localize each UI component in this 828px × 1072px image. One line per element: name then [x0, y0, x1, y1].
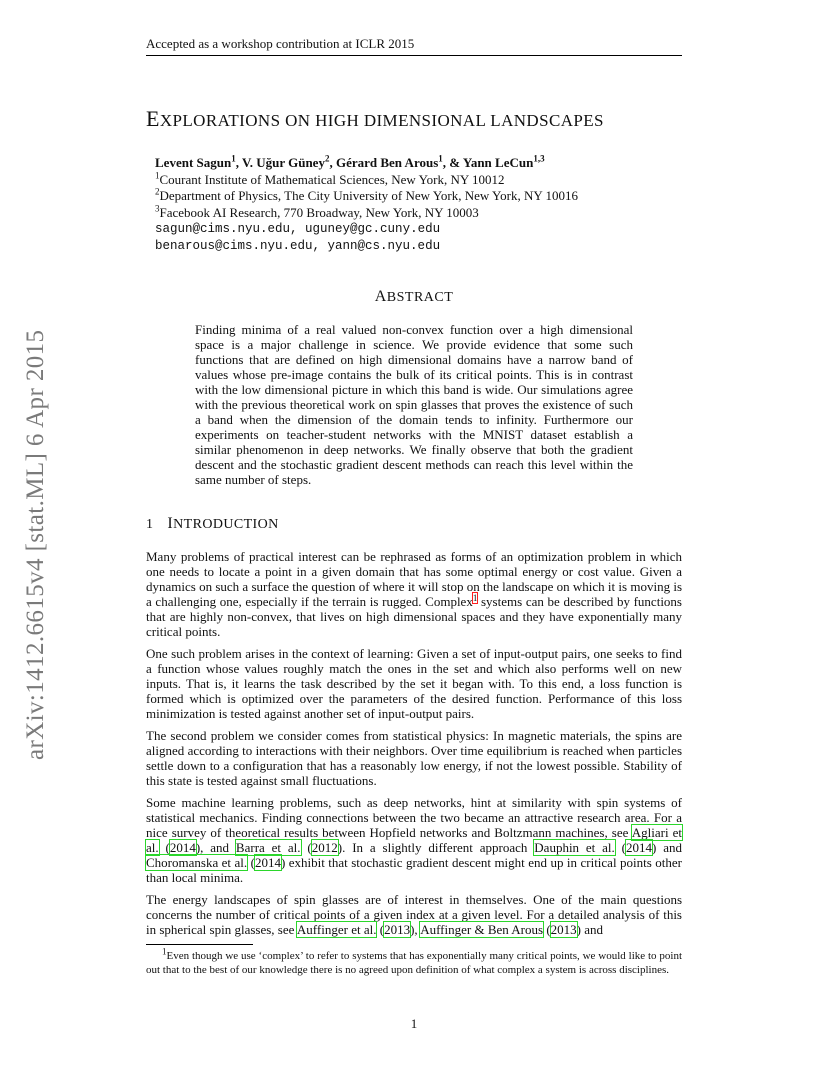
email[interactable]: yann@cs.nyu.edu: [327, 238, 441, 253]
footnote-rule: [146, 944, 253, 945]
paragraph: Many problems of practical interest can be rephrased as forms of an optimization problem in which one needs to locate a point in a given domain that has some optimal energy or cost value. Given a dynamics on such a surface the question of where it will stop on the landscape on which it is moving is a challenging one, especially if the terrain is rugged. Complex$^1$ systems can be described by functions that are highly non-convex, that lives on high dimensional spaces and they have exponentially many critical points.: [146, 549, 682, 639]
author-affil-mark: 1,3: [533, 153, 545, 164]
citation-year-link[interactable]: 2014: [169, 840, 196, 855]
abstract-text: Finding minima of a real valued non-convex function over a high dimensional space is a major challenge in science. We provide evidence that some such functions that are defined on high dimensional domains have a narrow band of values whose pre-image contains the bulk of its critical points. This is in contrast with the low dimensional picture in which this band is wide. Our simulations agree with the previous theoretical work on spin glasses that proves the existence of such a band when the dimension of the domain tends to infinity. Furthermore our experiments on teacher-student networks with the MNIST dataset establish a similar phenomenon in deep networks. We finally observe that both the gradient descent and the stochastic gradient descent methods can reach this level within the same number of steps.: [195, 322, 633, 487]
citation-year-link[interactable]: 2012: [311, 840, 338, 855]
author-name: , Gérard Ben Arous: [329, 155, 439, 170]
citation-link[interactable]: Barra et al.: [235, 840, 301, 855]
paragraph: The energy landscapes of spin glasses are of interest in themselves. One of the main questions concerns the number of critical points of a given index at a given level. For a detailed analysis of this in spherical spin glasses, see Auffinger et al. (2013), Auffinger & Ben Arous (2013) and: [146, 892, 682, 937]
author-block: [155, 155, 695, 254]
citation-year-link[interactable]: 2013: [384, 922, 411, 937]
author-affil-mark: 2: [324, 153, 330, 164]
affiliation-3: [155, 205, 695, 222]
footnote-text: Even though we use ‘complex’ to refer to systems that has exponentially many critical points, we would like to point out that to the best of our knowledge there is no agreed upon definition of what complex a system is across disciplines.: [146, 950, 682, 976]
page-number: 1: [410, 1016, 418, 1031]
email[interactable]: sagun@cims.nyu.edu: [155, 222, 291, 236]
title-rest: XPLORATIONS ON HIGH DIMENSIONAL LANDSCAPES: [159, 111, 604, 130]
title-initial: E: [146, 106, 160, 131]
section-title-rest: NTRODUCTION: [173, 517, 279, 532]
heading-initial: A: [374, 288, 387, 305]
affiliation-1: [155, 172, 695, 189]
author-name: , & Yann LeCun: [442, 155, 534, 170]
section-number: 1: [146, 517, 154, 532]
citation-link[interactable]: Dauphin et al.: [534, 840, 615, 855]
email[interactable]: uguney@gc.cuny.edu: [305, 222, 441, 236]
affil-mark: 2: [155, 186, 160, 197]
section-heading-introduction: [146, 515, 682, 533]
email[interactable]: benarous@cims.nyu.edu: [155, 238, 313, 253]
email-line-2: benarous@cims.nyu.edu, yann@cs.nyu.edu: [155, 238, 441, 253]
footnote: [146, 946, 682, 977]
paragraph: One such problem arises in the context of learning: Given a set of input-output pairs, one seeks to find a function whose values roughly match the ones in the set and which also performs well on new inputs. That is, it learns the task described by the set it began with. To this end, a loss function is formed which is optimized over the parameters of the desired function. Performance of this loss minimization is tested against another set of input-output pairs.: [146, 646, 682, 721]
citation-link[interactable]: Auffinger et al.: [296, 922, 377, 937]
email-line-1: sagun@cims.nyu.edu, uguney@gc.cuny.edu: [155, 222, 441, 236]
paper-title: [146, 106, 706, 132]
citation-year-link[interactable]: 2013: [550, 922, 577, 937]
author-affil-mark: 1: [231, 153, 236, 164]
author-affil-mark: 1: [438, 153, 443, 164]
affiliation-2: [155, 188, 695, 205]
arxiv-stamp[interactable]: arXiv:1412.6615v4 [stat.ML] 6 Apr 2015: [22, 329, 49, 760]
citation-year-link[interactable]: 2014: [254, 855, 281, 870]
footnote-ref[interactable]: 1: [472, 592, 478, 603]
heading-rest: BSTRACT: [386, 290, 454, 305]
section-initial: I: [167, 515, 174, 532]
citation-link[interactable]: Auffinger & Ben Arous: [420, 922, 544, 937]
author-name: Levent Sagun: [155, 155, 232, 170]
paragraph: The second problem we consider comes from statistical physics: In magnetic materials, the spins are aligned according to interactions with their neighbors. Over time equilibrium is reached when particles settle down to a configuration that has a reasonably low energy, if not the lowest possible. Stability of this state is tested against small fluctuations.: [146, 728, 682, 788]
citation-link[interactable]: Choromanska et al.: [146, 855, 248, 870]
paragraph: Some machine learning problems, such as deep networks, hint at similarity with spin systems of statistical mechanics. Finding connections between the two became an attractive research area. For a nice survey of theoretical results between Hopfield networks and Boltzmann machines, see Agliari et al. (2014), and Barra et al. (2012). In a slightly different approach Dauphin et al. (2014) and Choromanska et al. (2014) exhibit that stochastic gradient descent might end up in critical points other than local minima.: [146, 795, 682, 885]
affil-mark: 3: [155, 203, 160, 214]
citation-link[interactable]: Agliari et al.: [146, 825, 682, 855]
abstract-heading: [146, 288, 682, 306]
affil-mark: 1: [155, 170, 160, 181]
author-names: [155, 155, 695, 172]
affil-text: Courant Institute of Mathematical Sciences, New York, NY 10012: [159, 171, 505, 187]
footnote-mark: 1: [162, 946, 167, 957]
citation-year-link[interactable]: 2014: [626, 840, 652, 855]
running-header: Accepted as a workshop contribution at ICLR 2015: [146, 36, 682, 56]
body-text: [146, 549, 682, 944]
affil-text: Department of Physics, The City University of New York, New York, NY 10016: [159, 188, 579, 203]
author-name: , V. Uğur Güney: [235, 155, 325, 170]
affil-text: Facebook AI Research, 770 Broadway, New York, NY 10003: [159, 204, 479, 220]
